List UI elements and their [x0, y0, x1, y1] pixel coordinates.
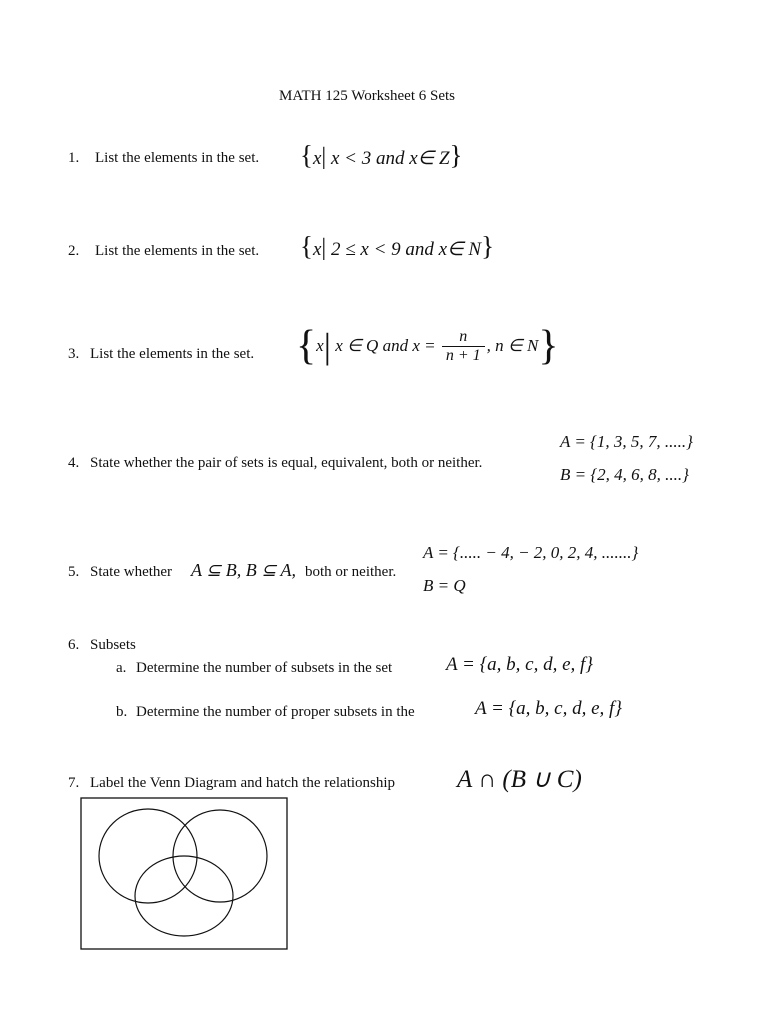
q5-text-b: both or neither.	[305, 564, 397, 580]
q7-text: Label the Venn Diagram and hatch the relationship	[90, 775, 396, 791]
q5-text-a: State whether	[90, 564, 173, 580]
q6-number: 6.	[68, 637, 80, 653]
q7-relationship: A ∩ (B ∪ C)	[457, 766, 582, 793]
q2-text: List the elements in the set.	[95, 243, 260, 259]
q6a-text: Determine the number of subsets in the set	[136, 660, 393, 676]
q5-number: 5.	[68, 564, 80, 580]
q2-set-expression: {x| 2 ≤ x < 9 and x∈ N}	[300, 231, 495, 261]
q5-set-a: A = {..... − 4, − 2, 0, 2, 4, .......}	[423, 543, 639, 562]
q1-set-expression: {x| x < 3 and x∈ Z}	[300, 140, 463, 170]
q5-set-b: B = Q	[423, 576, 466, 595]
q2-number: 2.	[68, 243, 80, 259]
q1-text: List the elements in the set.	[95, 150, 260, 166]
q6-text: Subsets	[90, 637, 136, 653]
q3-text: List the elements in the set.	[90, 346, 255, 362]
q3-fraction: $\frac{n}{n + 1}$	[442, 328, 485, 365]
q6b-letter: b.	[116, 704, 128, 720]
q7-number: 7.	[68, 775, 80, 791]
q4-set-a: A = {1, 3, 5, 7, .....}	[560, 432, 693, 451]
q1-number: 1.	[68, 150, 80, 166]
q6a-set: A = {a, b, c, d, e, f}	[446, 654, 593, 675]
q4-number: 4.	[68, 455, 80, 471]
q6a-letter: a.	[116, 660, 127, 676]
q5-subset-expression: A ⊆ B, B ⊆ A,	[191, 560, 296, 580]
q3-set-expression: {x| x ∈ Q and x = $\frac{n}{n + 1}$ , n ∈ N}	[296, 323, 559, 369]
page-title: MATH 125 Worksheet 6 Sets	[279, 88, 456, 104]
q3-number: 3.	[68, 346, 80, 362]
q4-set-b: B = {2, 4, 6, 8, ....}	[560, 465, 689, 484]
q6b-text: Determine the number of proper subsets in the	[136, 704, 415, 720]
venn-circle-c	[135, 856, 233, 936]
venn-universe-box	[81, 798, 287, 949]
q6b-set: A = {a, b, c, d, e, f}	[475, 698, 622, 719]
q4-text: State whether the pair of sets is equal, equivalent, both or neither.	[90, 455, 483, 471]
venn-diagram	[80, 797, 290, 952]
